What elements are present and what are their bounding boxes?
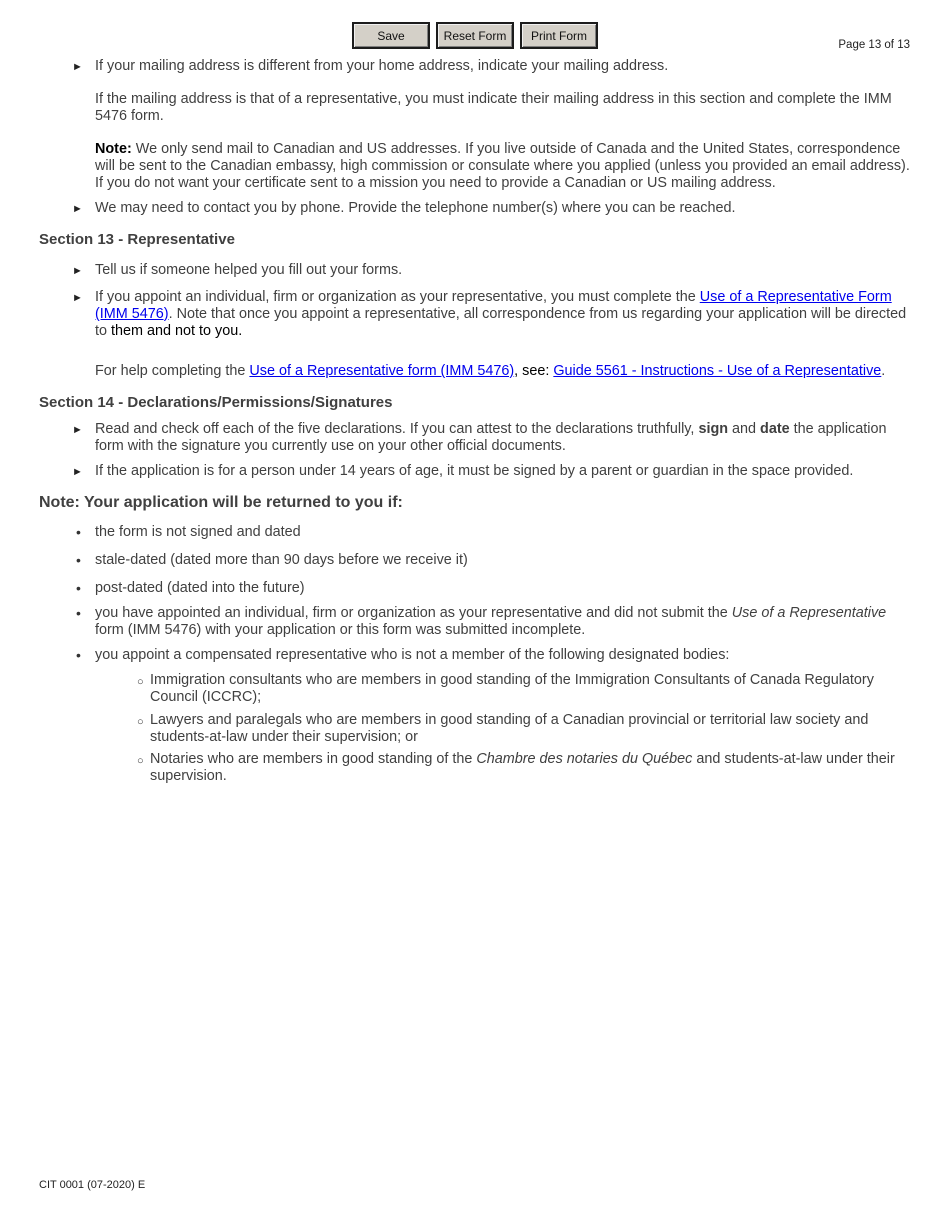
sub3-text: Notaries who are members in good standing of the: [150, 751, 477, 767]
date-emphasis: date: [760, 421, 790, 437]
form-code-footer: CIT 0001 (07-2020) E: [39, 1179, 146, 1191]
arrow-bullet-icon: ►: [72, 203, 83, 215]
appoint-text-end: them and not to you.: [111, 323, 243, 339]
imm-5476-link[interactable]: Use of a Representative form (IMM 5476): [249, 363, 515, 379]
print-form-button[interactable]: Print Form: [520, 22, 598, 49]
circle-bullet-icon: ○: [137, 716, 144, 728]
section-13-bullet-appoint: [95, 289, 910, 340]
dot-bullet-icon: •: [76, 605, 81, 621]
help-completing-line: [95, 363, 910, 380]
appoint-text: If you appoint an individual, firm or organization as your representative, you must complete the: [95, 289, 700, 305]
dot-bullet-icon: •: [76, 552, 81, 568]
designated-body-item: Lawyers and paralegals who are members in good standing of a Canadian provincial or territorial law society and students-at-law under their supervision; or: [150, 712, 869, 745]
arrow-bullet-icon: ►: [72, 292, 83, 304]
item4-text: you have appointed an individual, firm or organization as your representative and did not submit the: [95, 605, 732, 621]
dot-bullet-icon: •: [76, 524, 81, 540]
section-13-heading: Section 13 - Representative: [39, 231, 235, 248]
declarations-text-cont: the application form with the signature you currently use on your other official documents.: [95, 421, 887, 454]
arrow-bullet-icon: ►: [72, 265, 83, 277]
return-reason-item: [95, 605, 910, 639]
representative-mailing-paragraph: If the mailing address is that of a representative, you must indicate their mailing address in this section and complete the IMM 5476 form.: [95, 91, 892, 124]
page-number: Page 13 of 13: [838, 39, 910, 51]
return-reason-item: post-dated (dated into the future): [95, 580, 305, 596]
arrow-bullet-icon: ►: [72, 61, 83, 73]
return-note-heading: Note: Your application will be returned to you if:: [39, 494, 403, 511]
arrow-bullet-icon: ►: [72, 466, 83, 478]
section-14-heading: Section 14 - Declarations/Permissions/Signatures: [39, 394, 393, 411]
circle-bullet-icon: ○: [137, 755, 144, 767]
help-end: .: [881, 363, 886, 379]
note-text: We only send mail to Canadian and US addresses. If you live outside of Canada and the United States, correspondence will be sent to the Canadian embassy, high commission or consulate where you applied (unless you provided an email address). If you do not want your certificate sent to a mission you need to provide a Canadian or US mailing address.: [95, 141, 910, 191]
section-14-bullet-declarations: [95, 421, 910, 455]
section-13-bullet-help: Tell us if someone helped you fill out your forms.: [95, 262, 403, 278]
save-button[interactable]: Save: [352, 22, 430, 49]
arrow-bullet-icon: ►: [72, 424, 83, 436]
circle-bullet-icon: ○: [137, 676, 144, 688]
dot-bullet-icon: •: [76, 647, 81, 663]
note-label: Note:: [95, 141, 132, 157]
return-reason-item: you appoint a compensated representative who is not a member of the following designated bodies:: [95, 647, 730, 663]
sub3-text-cont: and students-at-law under their supervision.: [150, 751, 895, 784]
designated-body-item: [150, 751, 915, 785]
and-text: and: [728, 421, 761, 437]
mailing-bullet: If your mailing address is different from your home address, indicate your mailing address.: [95, 58, 669, 74]
item4-text-cont: form (IMM 5476) with your application or this form was submitted incomplete.: [95, 622, 586, 638]
use-of-representative-form-link[interactable]: Use of a Representative Form (IMM 5476): [95, 289, 892, 322]
declarations-text: Read and check off each of the five declarations. If you can attest to the declarations truthfully,: [95, 421, 699, 437]
item4-emphasis: Use of a Representative: [731, 605, 887, 621]
mailing-note: [95, 141, 910, 192]
help-mid: , see:: [514, 363, 554, 379]
sub3-emphasis: Chambre des notaries du Québec: [476, 751, 693, 767]
return-reason-item: the form is not signed and dated: [95, 524, 301, 540]
help-pre: For help completing the: [95, 363, 250, 379]
dot-bullet-icon: •: [76, 580, 81, 596]
guide-5561-link[interactable]: Guide 5561 - Instructions - Use of a Representative: [553, 363, 882, 379]
phone-bullet: We may need to contact you by phone. Provide the telephone number(s) where you can be reached.: [95, 200, 736, 216]
return-reason-item: stale-dated (dated more than 90 days before we receive it): [95, 552, 468, 568]
reset-form-button[interactable]: Reset Form: [436, 22, 514, 49]
designated-body-item: Immigration consultants who are members in good standing of the Immigration Consultants of Canada Regulatory Council (ICCRC);: [150, 672, 874, 705]
appoint-text-cont: . Note that once you appoint a representative, all correspondence from us regarding your application will be directed to: [95, 306, 907, 339]
section-14-bullet-minor: If the application is for a person under 14 years of age, it must be signed by a parent or guardian in the space provided.: [95, 463, 854, 479]
sign-emphasis: sign: [698, 421, 729, 437]
